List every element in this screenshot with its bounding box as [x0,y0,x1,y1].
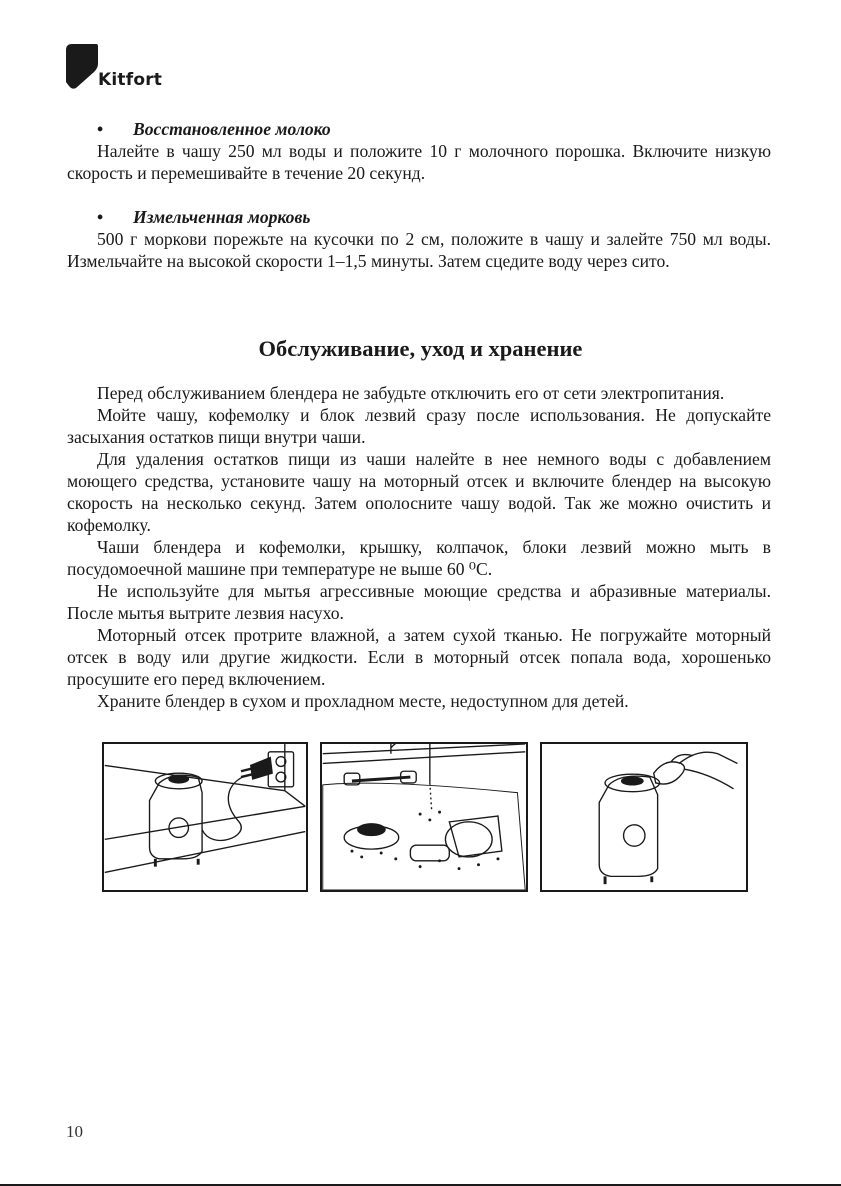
recipe-carrot [67,206,771,272]
paragraph: Храните блендер в сухом и прохладном месте, недоступном для детей. [97,691,629,711]
paragraph: Чаши блендера и кофемолки, крышку, колпачок, блоки лезвий можно мыть в посудомоечной машине при температуре не выше 60 ⁰С. [67,537,771,579]
paragraph: Не используйте для мытья агрессивные моющие средства и абразивные материалы. После мытья вытрите лезвия насухо. [67,581,771,623]
recipe-title: Измельченная морковь [133,207,311,227]
page-number: 10 [66,1122,83,1141]
unplug-blender-illustration [102,742,308,892]
recipe-title: Восстановленное молоко [133,119,331,139]
bullet: • [97,119,104,139]
paragraph: Моторный отсек протрите влажной, а затем сухой тканью. Не погружайте моторный отсек в воду или другие жидкости. Если в моторный отсек попала вода, хорошенько просушите его перед включением. [67,625,771,689]
section-title: Обслуживание, уход и хранение [258,336,583,361]
paragraph: Перед обслуживанием блендера не забудьте отключить его от сети электропитания. [97,383,725,403]
recipe-text: Налейте в чашу 250 мл воды и положите 10 г молочного порошка. Включите низкую скорость и перемешивайте в течение 20 секунд. [67,141,771,183]
paragraph: Мойте чашу, кофемолку и блок лезвий сразу после использования. Не допускайте засыхания остатков пищи внутри чаши. [67,405,771,447]
wash-in-sink-illustration [320,742,528,892]
bullet: • [97,207,104,227]
paragraph: Для удаления остатков пищи из чаши налейте в нее немного воды с добавлением моющего средства, установите чашу на моторный отсек и включите блендер на высокую скорость на несколько секунд. Затем ополосните чашу водой. Так же можно очистить и кофемолку. [67,449,771,535]
brand-name: Kitfort [98,70,163,90]
recipe-milk [67,118,771,184]
section-body [67,382,771,712]
wipe-motor-base-illustration [540,742,748,892]
recipe-text: 500 г моркови порежьте на кусочки по 2 см, положите в чашу и залейте 750 мл воды. Измельчайте на высокой скорости 1–1,5 минуты. Затем сцедите воду через сито. [67,229,771,271]
recipes [67,118,771,294]
